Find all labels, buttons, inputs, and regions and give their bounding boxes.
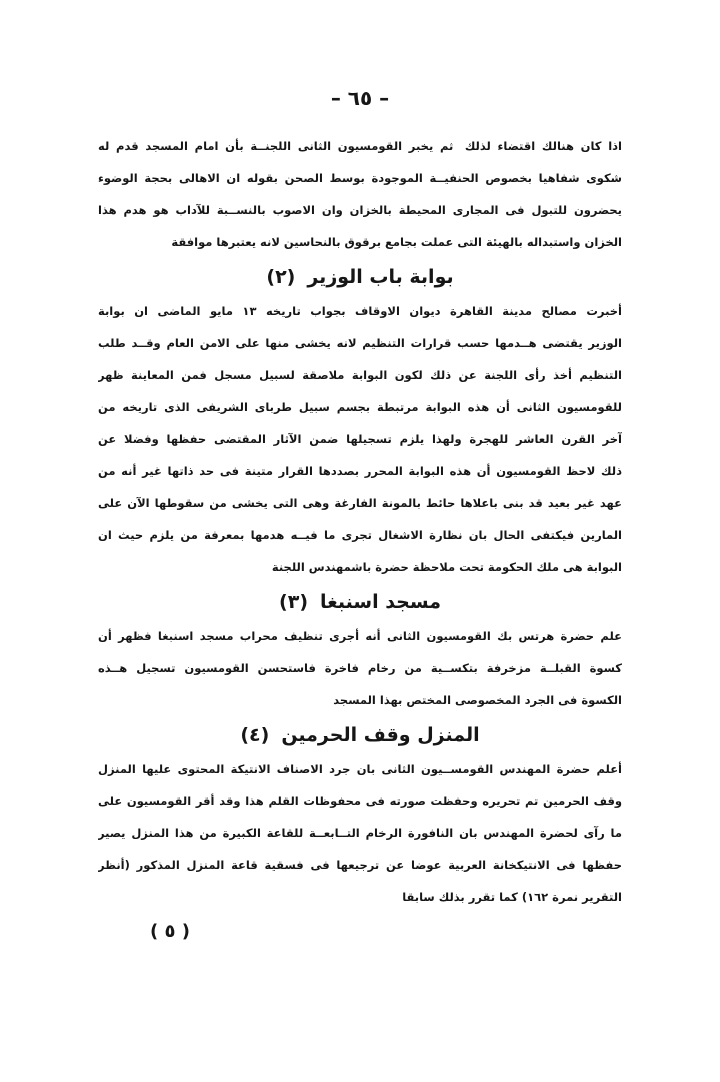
text-line: آخر القرن العاشر للهجرة ولهذا يلزم تسجيلها ضمن الآثار المقتضى حفظها وفضلا عن bbox=[98, 432, 622, 446]
text-line: الخزان واستبداله بالهيئة التى عملت بجامع برقوق بالنحاسين لانه يعتبرها موافقة bbox=[171, 235, 622, 249]
text-line: علم حضرة هرتس بك القومسيون الثانى أنه أجرى تنظيف محراب مسجد اسنبغا فظهر أن bbox=[98, 629, 622, 643]
paragraph-bab-al-wazir bbox=[98, 295, 622, 583]
signature-mark: ( ٥ ) bbox=[150, 921, 190, 942]
text-line: التقرير نمرة ١٦٢) كما تقرر بذلك سابقا bbox=[402, 890, 622, 904]
text-line: البوابة هى ملك الحكومة تحت ملاحظة حضرة باشمهندس اللجنة bbox=[271, 560, 622, 574]
text-line: كسوة القبلــة مزخرفة بتكســية من رخام فاخرة فاستحسن القومسيون تسجيل هــذه bbox=[98, 661, 622, 675]
section-number: (٣) bbox=[279, 591, 309, 613]
text-line: اذا كان هنالك اقتضاء لذلك ثم يخبر القومسيون الثانى اللجنــة بأن امام المسجد قدم له bbox=[98, 139, 622, 153]
text-line: أخبرت مصالح مدينة القاهرة ديوان الاوقاف بجواب تاريخه ١٣ مايو الماضى ان بوابة bbox=[98, 304, 622, 318]
text-line: الكسوة فى الجرد المخصوصى المختص بهذا المسجد bbox=[333, 693, 622, 707]
paragraph-asanbugha-mosque bbox=[98, 620, 622, 716]
section-title: مسجد اسنبغا bbox=[320, 591, 441, 613]
paragraph-waqf-haramain-house bbox=[98, 753, 622, 913]
text-line: الوزير يقتضى هــدمها حسب قرارات التنظيم لانه يخشى منها على الامن العام وقــد طلب bbox=[98, 336, 622, 350]
section-heading-asanbugha-mosque bbox=[98, 586, 622, 618]
text-line: للقومسيون الثانى أن هذه البوابة مرتبطة بجسم سبيل طرباى الشريفى الذى تاريخه من bbox=[98, 400, 622, 414]
section-heading-bab-al-wazir bbox=[98, 261, 622, 293]
text-line: المارين فيكتفى الحال بان نظارة الاشغال تجرى ما فيــه هدمها بمعرفة من يلزم حيث ان bbox=[98, 528, 622, 542]
text-line: شكوى شفاهيا بخصوص الحنفيــة الموجودة بوسط الصحن بقوله ان الاهالى بحجة الوضوء bbox=[98, 171, 622, 185]
section-number: (٢) bbox=[266, 266, 296, 288]
paragraph-intro bbox=[98, 130, 622, 258]
section-title: المنزل وقف الحرمين bbox=[281, 724, 480, 746]
text-line: يحضرون للتبول فى المجارى المحيطة بالخزان وان الاصوب بالنســبة للآداب هو هدم هذا bbox=[98, 203, 622, 217]
text-line: ذلك لاحظ القومسيون أن هذه البوابة المحرر بصددها القرار متينة فى حد ذاتها غير أنه من bbox=[98, 464, 622, 478]
section-heading-waqf-haramain-house bbox=[98, 719, 622, 751]
text-line: عهد غير بعيد قد بنى باعلاها حائط بالمونة الفارغة وهى التى يخشى من سقوطها الآن على bbox=[98, 496, 622, 510]
section-number: (٤) bbox=[240, 724, 270, 746]
text-line: حفظها فى الانتيكخانة العربية عوضا عن ترجيعها فى فسقية قاعة المنزل المذكور (أنظر bbox=[98, 858, 622, 872]
text-line: وقف الحرمين تم تحريره وحفظت صورته فى محفوظات القلم هذا وقد أقر القومسيون على bbox=[98, 794, 622, 808]
section-title: بوابة باب الوزير bbox=[307, 266, 454, 288]
page-number: – ٦٥ – bbox=[330, 86, 390, 110]
text-line: أعلم حضرة المهندس القومســيون الثانى بان جرد الاصناف الانتيكة المحتوى عليها المنزل bbox=[98, 762, 622, 776]
text-line: ما رآى لحضرة المهندس بان النافورة الرخام التــابعــة للقاعة الكبيرة من هذا المنزل يصير bbox=[98, 826, 622, 840]
page-content bbox=[98, 130, 622, 942]
text-line: التنظيم أخذ رأى اللجنة عن ذلك لكون البوابة ملاصقة لسبيل مسجل فمن المعاينة ظهر bbox=[98, 368, 622, 382]
